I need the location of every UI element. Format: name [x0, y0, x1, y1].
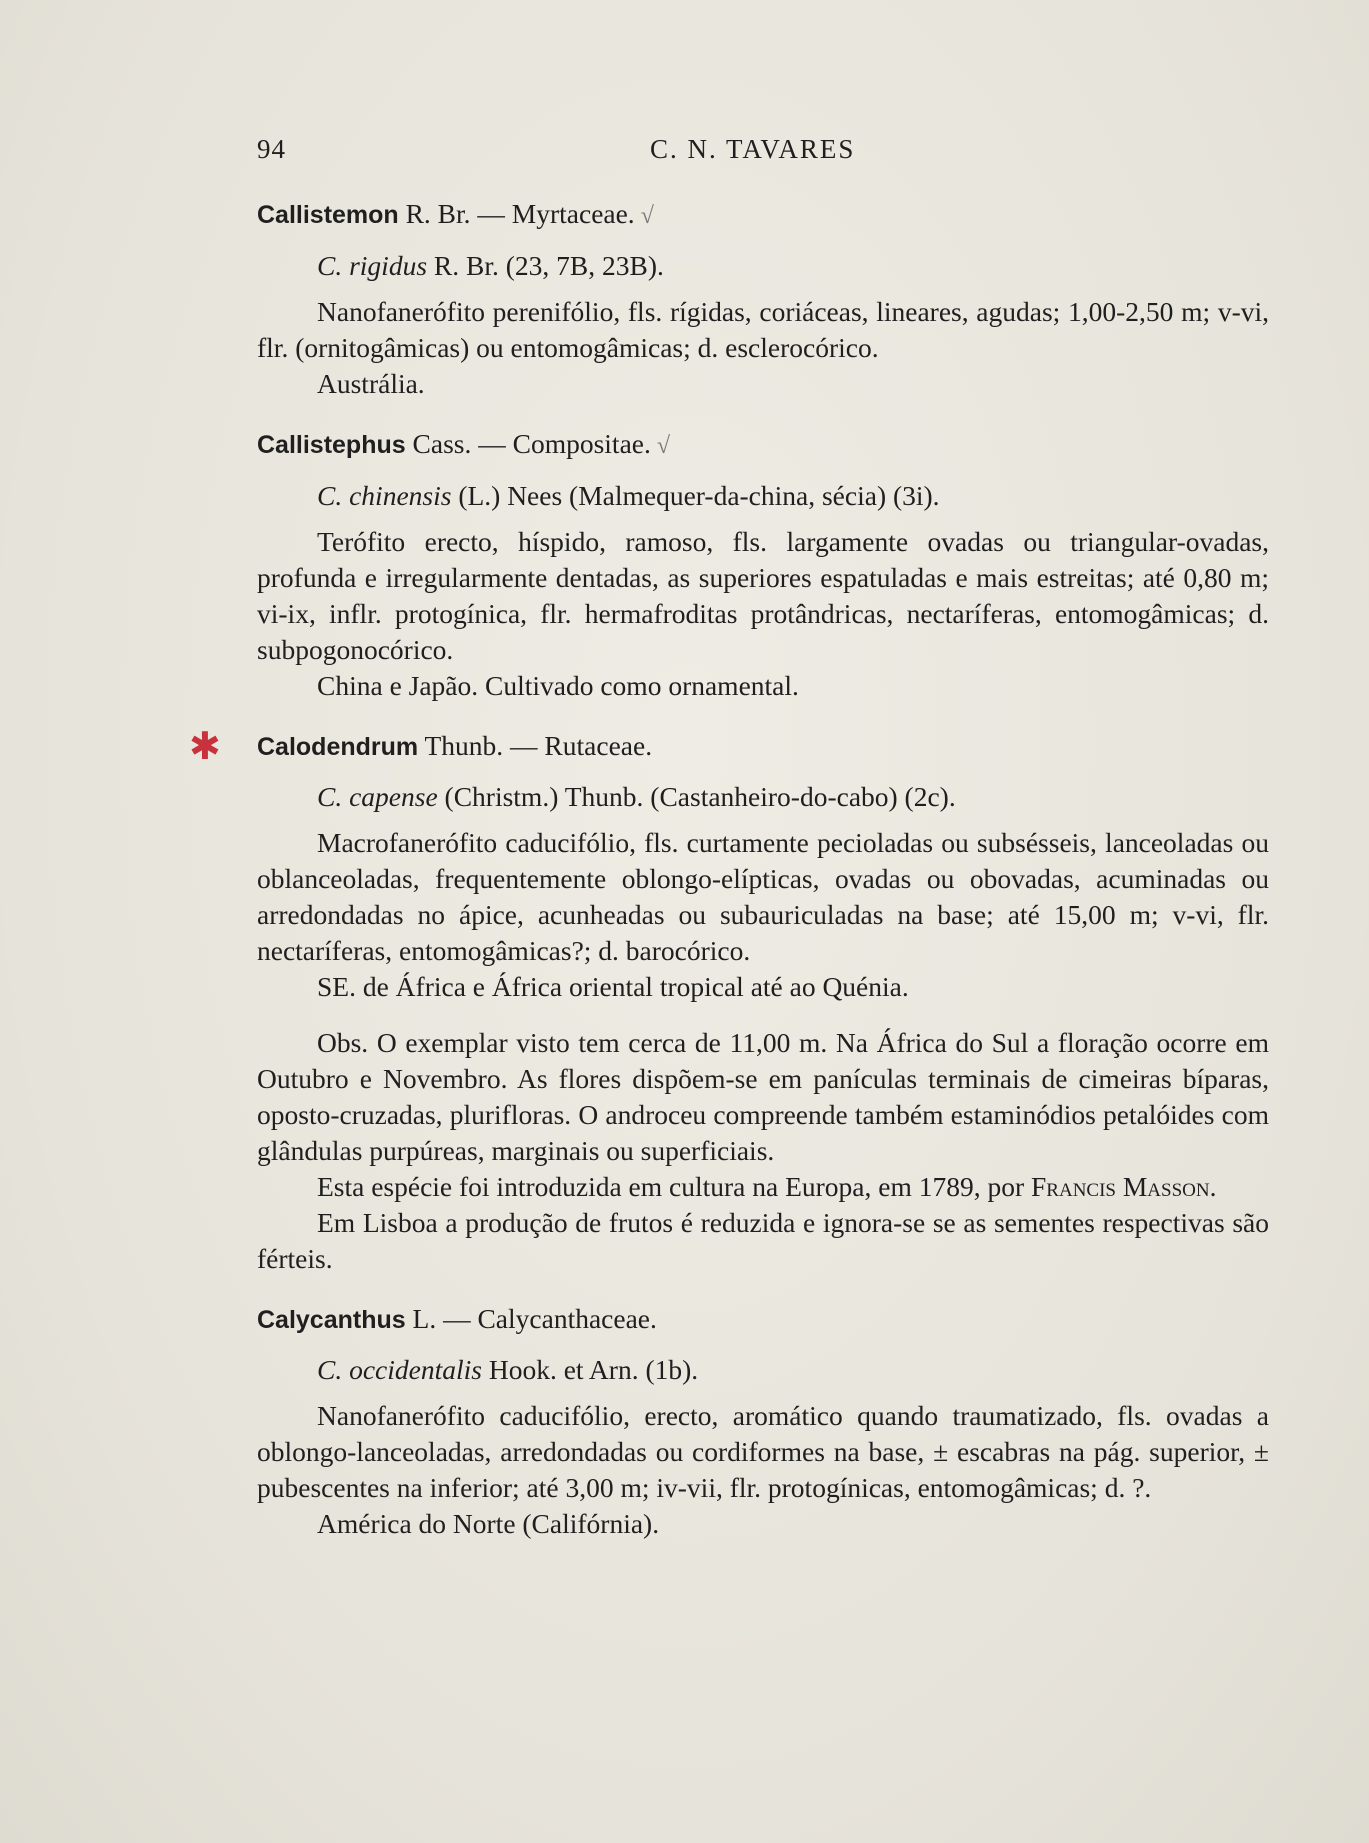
species-description: Macrofanerófito caducifólio, fls. curtamente pecioladas ou subsésseis, lanceoladas ou oblanceoladas, frequentemente oblongo-elípticas, ovadas ou obovadas, acuminadas ou arredondadas no ápice, acunheadas ou subauriculadas na base; até 15,00 m; v-vi, flr. nectaríferas, entomogâmicas?; d. barocórico. — [257, 827, 1269, 966]
asterisk-mark-icon: ✱ — [189, 724, 221, 768]
species-note-text: Esta espécie foi introduzida em cultura na Europa, em 1789, por — [317, 1171, 1031, 1202]
genus-name: Calodendrum — [257, 733, 419, 761]
check-mark: √ — [640, 203, 654, 229]
species-distribution: SE. de África e África oriental tropical até ao Quénia. — [317, 971, 909, 1002]
genus-name: Calycanthus — [257, 1306, 406, 1334]
genus-heading — [189, 724, 1269, 768]
species-name: C. rigidus — [317, 250, 428, 281]
person-name: Francis Masson — [1031, 1171, 1210, 1202]
genus-authority: R. Br. — Myrtaceae. — [398, 198, 635, 229]
species-distribution: Austrália. — [317, 368, 425, 399]
species-heading — [317, 248, 1269, 284]
species-distribution: China e Japão. Cultivado como ornamental. — [317, 670, 799, 701]
genus-name: Callistephus — [257, 431, 406, 459]
species-authority: (L.) Nees (Malmequer-da-china, sécia) (3i). — [451, 480, 940, 511]
species-name: C. chinensis — [317, 480, 452, 511]
genus-authority: Thunb. — Rutaceae. — [418, 730, 653, 761]
genus-heading — [257, 196, 1269, 234]
genus-authority: L. — Calycanthaceae. — [405, 1303, 657, 1334]
genus-heading — [257, 426, 1269, 464]
check-mark: √ — [656, 433, 671, 459]
running-header-author: C. N. TAVARES — [650, 134, 856, 164]
species-authority: Hook. et Arn. (1b). — [481, 1354, 699, 1385]
species-description: Nanofanerófito perenifólio, fls. rígidas, coriáceas, lineares, agudas; 1,00-2,50 m; v-vi, flr. (ornitogâmicas) ou entomogâmicas; d. esclerocórico. — [257, 296, 1269, 363]
species-distribution: América do Norte (Califórnia). — [317, 1508, 660, 1539]
species-name: C. capense — [317, 781, 438, 812]
genus-heading — [257, 1301, 1269, 1338]
species-heading — [317, 779, 1269, 815]
species-authority: R. Br. (23, 7B, 23B). — [427, 250, 664, 281]
species-description: Terófito erecto, híspido, ramoso, fls. largamente ovadas ou triangular-ovadas, profunda e irregularmente dentadas, as superiores espatuladas e mais estreitas; até 0,80 m; vi-ix, inflr. protogínica, flr. hermafroditas protândricas, nectaríferas, entomogâmicas; d. subpogonocórico. — [257, 526, 1269, 665]
genus-authority: Cass. — Compositae. — [405, 428, 651, 459]
species-description: Nanofanerófito caducifólio, erecto, aromático quando traumatizado, fls. ovadas a oblongo-lanceoladas, arredondadas ou cordiformes na base, ± escabras na pág. superior, ± pubescentes na inferior; até 3,00 m; iv-vii, flr. protogínicas, entomogâmicas; d. ?. — [257, 1400, 1269, 1503]
species-note-end: . — [1209, 1171, 1217, 1202]
species-authority: (Christm.) Thunb. (Castanheiro-do-cabo) (2c). — [437, 781, 956, 812]
species-heading — [317, 1352, 1269, 1388]
species-note: Em Lisboa a produção de frutos é reduzida e ignora-se se as sementes respectivas são férteis. — [257, 1207, 1269, 1274]
page-number: 94 — [257, 134, 286, 164]
species-note — [257, 1169, 1269, 1205]
genus-name: Callistemon — [257, 201, 399, 229]
page-content — [189, 196, 1269, 1542]
species-observation: Obs. O exemplar visto tem cerca de 11,00 m. Na África do Sul a floração ocorre em Outubro e Novembro. As flores dispõem-se em panículas terminais de cimeiras bíparas, oposto-cruzadas, plurifloras. O androceu compreende também estaminódios petalóides com glândulas purpúreas, marginais ou superficiais. — [257, 1027, 1269, 1166]
species-heading — [317, 478, 1269, 514]
species-name: C. occidentalis — [317, 1354, 482, 1385]
